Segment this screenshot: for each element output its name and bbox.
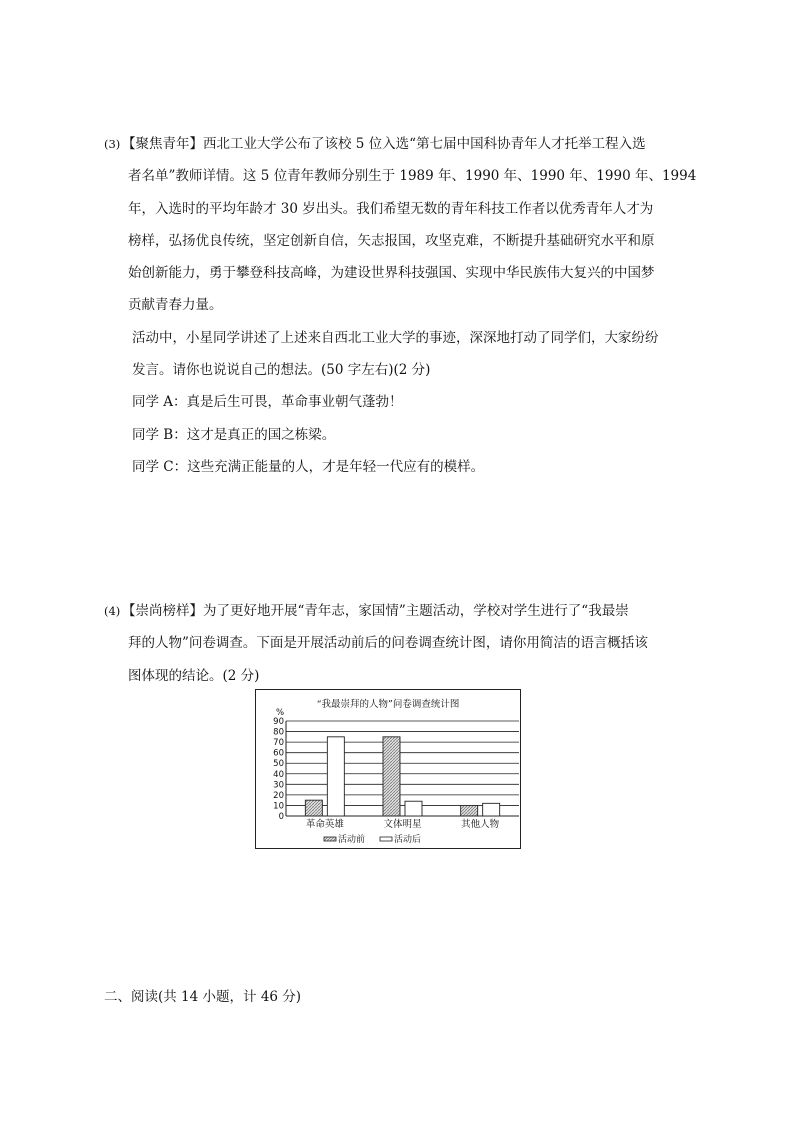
chart-svg (256, 690, 520, 848)
q4-line-1 (104, 595, 704, 627)
legend-swatch (324, 837, 336, 841)
question-4 (104, 595, 704, 692)
y-tick-label: 60 (273, 748, 284, 759)
q3-text-line: 年，入选时的平均年龄才 30 岁出头。我们希望无数的青年科技工作者以优秀青年人才为 (128, 200, 654, 217)
y-tick-label: 90 (273, 717, 284, 727)
y-tick-label: 30 (273, 780, 284, 791)
x-tick-label: 革命英雄 (305, 819, 344, 830)
q3-number: (3) (104, 137, 121, 151)
y-tick-label: 50 (273, 759, 284, 770)
chart-title: “我最崇拜的人物”问卷调查统计图 (316, 699, 460, 710)
q3-student-c: 同学 C：这些充满正能量的人，才是年轻一代应有的模样。 (132, 458, 485, 475)
q3-student-a: 同学 A：真是后生可畏，革命事业朝气蓬勃！ (132, 394, 403, 411)
q3-tag: 【聚焦青年】 (122, 136, 203, 152)
bar-before (383, 737, 400, 816)
y-tick-label: 20 (273, 790, 284, 801)
q4-number: (4) (104, 604, 121, 618)
q3-prompt-line: 发言。请你也说说自己的想法。(50 字左右)(2 分) (132, 362, 431, 379)
q4-text-line: 拜的人物”问卷调查。下面是开展活动前后的问卷调查统计图，请你用简洁的语言概括该 (128, 635, 648, 652)
x-tick-label: 其他人物 (461, 819, 500, 830)
bar-before (305, 800, 322, 816)
section-heading: 二、阅读(共 14 小题，计 46 分) (104, 989, 302, 1005)
x-tick-label: 文体明星 (383, 819, 422, 830)
y-tick-label: 80 (273, 727, 284, 738)
chart-y-axis-label: % (275, 708, 285, 718)
y-tick-label: 40 (273, 769, 284, 780)
q4-text-line: 图体现的结论。(2 分) (128, 667, 260, 684)
bar-after (483, 803, 500, 816)
q3-text-line: 始创新能力，勇于攀登科技高峰，为建设世界科技强国、实现中华民族伟大复兴的中国梦 (128, 265, 655, 282)
q3-text-line: 贡献青春力量。 (128, 297, 223, 314)
y-tick-label: 0 (278, 812, 284, 822)
q3-text-line: 榜样，弘扬优良传统，坚定创新自信，矢志报国，攻坚克难，不断提升基础研究水平和原 (128, 232, 655, 249)
q3-student-b: 同学 B：这才是真正的国之栋梁。 (132, 426, 336, 443)
survey-bar-chart (255, 689, 521, 849)
y-tick-label: 70 (273, 738, 284, 749)
q4-tag: 【崇尚榜样】 (122, 603, 203, 619)
q3-line-1 (104, 128, 704, 160)
y-tick-label: 10 (273, 801, 284, 812)
bar-before (461, 805, 478, 816)
q3-text-line: 西北工业大学公布了该校 5 位入选“第七届中国科协青年人才托举工程入选 (203, 136, 646, 152)
q4-text-line: 为了更好地开展“青年志，家国情”主题活动，学校对学生进行了“我最崇 (203, 603, 629, 619)
bar-after (405, 801, 422, 816)
question-3 (104, 128, 704, 483)
bar-after (327, 737, 344, 816)
legend-label: 活动后 (394, 835, 422, 845)
q3-text-line: 者名单”教师详情。这 5 位青年教师分别生于 1989 年、1990 年、1990 年、1990 年、1994 (128, 168, 697, 185)
legend-swatch (380, 837, 392, 841)
legend-label: 活动前 (338, 835, 366, 845)
q3-prompt-line: 活动中，小星同学讲述了上述来自西北工业大学的事迹，深深地打动了同学们，大家纷纷 (132, 329, 659, 346)
